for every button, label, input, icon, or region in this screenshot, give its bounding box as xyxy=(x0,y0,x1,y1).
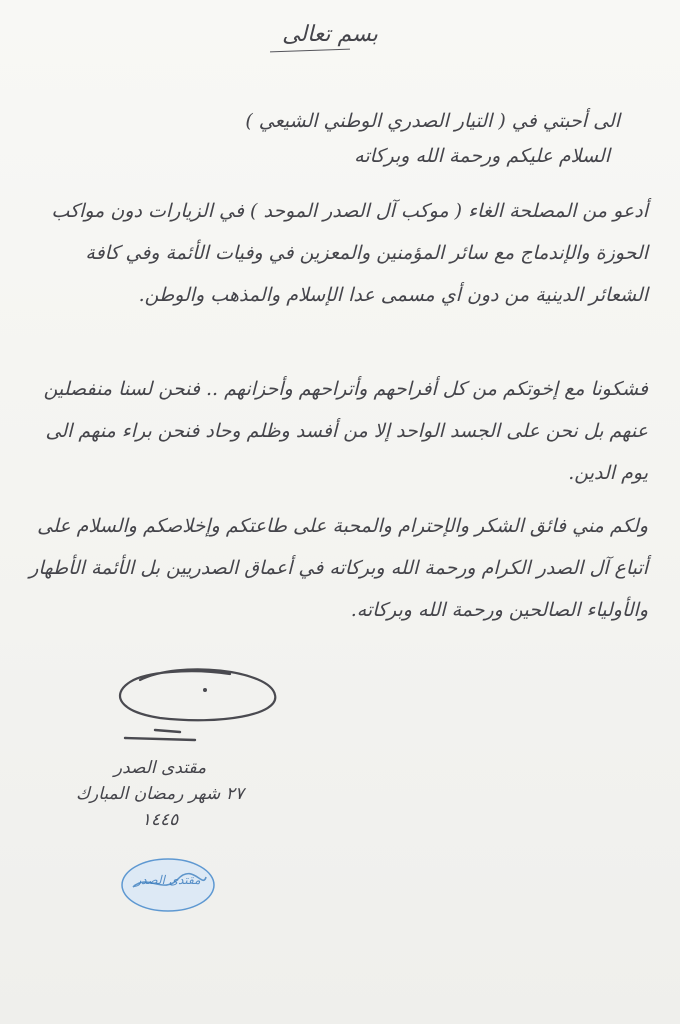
salam-line: السلام عليكم ورحمة الله وبركاته xyxy=(354,145,610,167)
paragraph-2: فشكونا مع إخوتكم من كل أفراحهم وأتراحهم وأحزانهم .. فنحن لسنا منفصلين عنهم بل نحن على الجسد الواحد إلا من أفسد وظلم وحاد فنحن براء منهم الى يوم الدين. xyxy=(43,378,648,484)
letter-title: بسم تعالى xyxy=(282,22,378,47)
signoff-name: مقتدى الصدر xyxy=(113,758,207,778)
greeting-line: الى أحبتي في ( التيار الصدري الوطني الشيعي ) xyxy=(245,110,620,132)
seal-text: مقتدى الصدر xyxy=(135,873,201,887)
signoff-year: ١٤٤٥ xyxy=(141,810,179,830)
title-underline xyxy=(270,49,350,53)
signoff-date: ٢٧ شهر رمضان المبارك xyxy=(76,784,244,804)
paragraph-1: أدعو من المصلحة الغاء ( موكب آل الصدر الموحد ) في الزيارات دون مواكب الحوزة والإندماج مع سائر المؤمنين والمعزين في وفيات الأئمة وفي كافة الشعائر الدينية من دون أي مسمى عدا الإسلام والمذهب والوطن. xyxy=(51,200,648,306)
signature xyxy=(100,660,300,760)
paragraph-3: ولكم مني فائق الشكر والإحترام والمحبة على طاعتكم وإخلاصكم والسلام على أتباع آل الصدر الكرام ورحمة الله وبركاته في أعماق الصدريين بل الأئمة الأطهار والأولياء الصالحين ورحمة الله وبركاته. xyxy=(29,515,648,621)
signoff-block xyxy=(60,755,260,833)
seal-stamp xyxy=(118,855,218,915)
